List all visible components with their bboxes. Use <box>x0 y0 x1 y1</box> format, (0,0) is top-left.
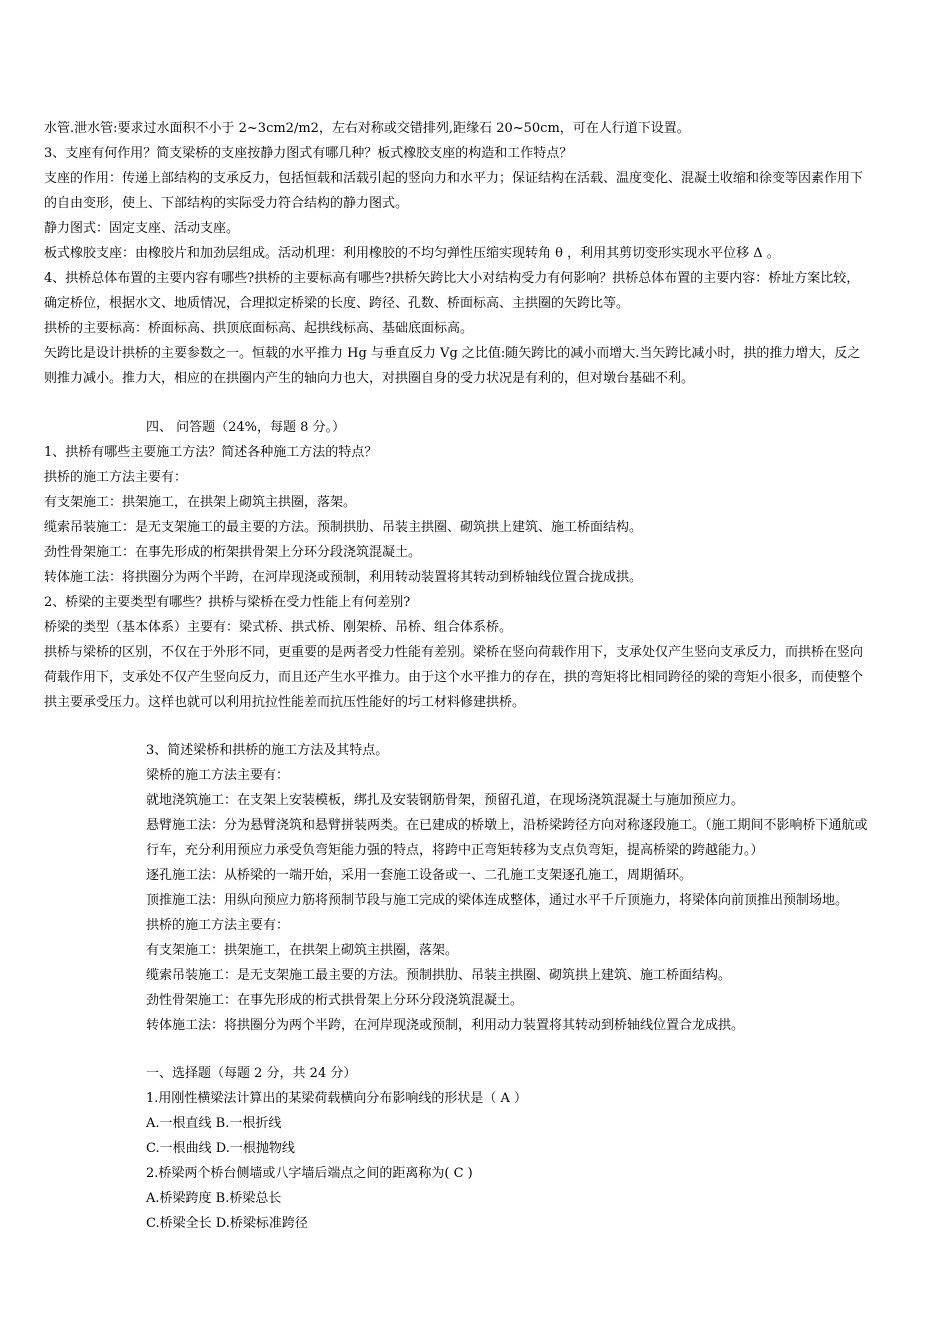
text-line: 拱桥的施工方法主要有： <box>44 470 188 485</box>
text-line: 行车，充分利用预应力承受负弯矩能力强的特点，将跨中正弯矩转移为支点负弯矩，提高桥梁的跨越能力。） <box>146 843 764 858</box>
text-line: 转体施工法：将拱圈分为两个半跨，在河岸现浇或预制，利用动力装置将其转动到桥轴线位置合龙成拱。 <box>146 1018 745 1033</box>
question-line: 2、桥梁的主要类型有哪些？拱桥与梁桥在受力性能上有何差别? <box>44 595 411 610</box>
text-line: 劲性骨架施工：在事先形成的桁架拱骨架上分环分段浇筑混凝土。 <box>44 545 422 560</box>
text-line: 顶推施工法：用纵向预应力筋将预制节段与施工完成的梁体连成整体，通过水平千斤顶施力，将梁体向前顶推出预制场地。 <box>146 893 849 908</box>
text-line: 悬臂施工法：分为悬臂浇筑和悬臂拼装两类。在已建成的桥墩上，沿桥梁跨径方向对称逐段施工。（施工期间不影响桥下通航或 <box>146 818 868 833</box>
question-line: 2.桥梁两个桥台侧墙或八字墙后端点之间的距离称为( C ) <box>146 1166 473 1181</box>
text-line: 有支架施工：拱架施工，在拱架上砌筑主拱圈，落架。 <box>44 495 357 510</box>
text-line: 缆索吊装施工：是无支架施工最主要的方法。预制拱肋、吊装主拱圈、砌筑拱上建筑、施工桥面结构。 <box>146 968 732 983</box>
text-line: 支座的作用：传递上部结构的支承反力，包括恒载和活载引起的竖向力和水平力；保证结构在活载、温度变化、混凝土收缩和徐变等因素作用下 <box>44 171 864 186</box>
text-line: 拱主要承受压力。这样也就可以利用抗拉性能差而抗压性能好的圬工材料修建拱桥。 <box>44 695 526 710</box>
text-line: 转体施工法：将拱圈分为两个半跨，在河岸现浇或预制，利用转动装置将其转动到桥轴线位置合拢成拱。 <box>44 570 643 585</box>
section-heading: 一、选择题（每题 2 分，共 24 分） <box>146 1066 357 1081</box>
text-line: 静力图式：固定支座、活动支座。 <box>44 221 240 236</box>
option-line: C.一根曲线 D.一根抛物线 <box>146 1141 295 1156</box>
question-line: 1.用刚性横梁法计算出的某梁荷载横向分布影响线的形状是（ A ） <box>146 1091 528 1106</box>
text-line: 缆索吊装施工：是无支架施工的最主要的方法。预制拱肋、吊装主拱圈、砌筑拱上建筑、施工桥面结构。 <box>44 520 643 535</box>
option-line: A.一根直线 B.一根折线 <box>146 1116 282 1131</box>
text-line: 则推力减小。推力大，相应的在拱圈内产生的轴向力也大，对拱圈自身的受力状况是有利的，但对墩台基础不利。 <box>44 371 695 386</box>
text-line: 荷载作用下，支承处不仅产生竖向反力，而且还产生水平推力。由于这个水平推力的存在，拱的弯矩将比相同跨径的梁的弯矩小很多，而使整个 <box>44 670 864 685</box>
text-line: 水管.泄水管:要求过水面积不小于 2~3cm2/m2，左右对称或交错排列,距缘石 20~50cm，可在人行道下设置。 <box>44 121 690 136</box>
question-line: 3、简述梁桥和拱桥的施工方法及其特点。 <box>146 743 389 758</box>
text-line: 劲性骨架施工：在事先形成的桁式拱骨架上分环分段浇筑混凝土。 <box>146 993 524 1008</box>
text-line: 的自由变形，使上、下部结构的实际受力符合结构的静力图式。 <box>44 196 409 211</box>
question-line: 4、拱桥总体布置的主要内容有哪些?拱桥的主要标高有哪些?拱桥矢跨比大小对结构受力有何影响？拱桥总体布置的主要内容：桥址方案比较， <box>44 271 860 286</box>
text-line: 桥梁的类型（基本体系）主要有：梁式桥、拱式桥、刚架桥、吊桥、组合体系桥。 <box>44 620 513 635</box>
text-line: 就地浇筑施工：在支架上安装模板，绑扎及安装钢筋骨架，预留孔道，在现场浇筑混凝土与施加预应力。 <box>146 793 745 808</box>
text-line: 有支架施工：拱架施工，在拱架上砌筑主拱圈，落架。 <box>146 943 459 958</box>
option-line: C.桥梁全长 D.桥梁标准跨径 <box>146 1216 308 1231</box>
text-line: 确定桥位，根据水文、地质情况，合理拟定桥梁的长度、跨径、孔数、桥面标高、主拱圈的矢跨比等。 <box>44 296 630 311</box>
text-line: 逐孔施工法：从桥梁的一端开始，采用一套施工设备或一、二孔施工支架逐孔施工，周期循环。 <box>146 868 693 883</box>
text-line: 矢跨比是设计拱桥的主要参数之一。恒载的水平推力 Hg 与垂直反力 Vg 之比值:随矢跨比的减小而增大.当矢跨比减小时，拱的推力增大，反之 <box>44 346 861 361</box>
question-line: 3、支座有何作用？简支梁桥的支座按静力图式有哪几种？板式橡胶支座的构造和工作特点？ <box>44 146 573 161</box>
section-heading: 四、 问答题（24%，每题 8 分。） <box>146 420 346 435</box>
text-line: 拱桥与梁桥的区别，不仅在于外形不同，更重要的是两者受力性能有差别。梁桥在竖向荷载作用下，支承处仅产生竖向支承反力，而拱桥在竖向 <box>44 645 864 660</box>
question-line: 1、拱桥有哪些主要施工方法？简述各种施工方法的特点？ <box>44 445 378 460</box>
text-line: 拱桥的主要标高：桥面标高、拱顶底面标高、起拱线标高、基础底面标高。 <box>44 321 474 336</box>
text-line: 拱桥的施工方法主要有： <box>146 918 290 933</box>
text-line: 梁桥的施工方法主要有： <box>146 768 290 783</box>
text-line: 板式橡胶支座：由橡胶片和加劲层组成。活动机理：利用橡胶的不均匀弹性压缩实现转角 θ ，利用其剪切变形实现水平位移 Δ 。 <box>44 246 780 261</box>
option-line: A.桥梁跨度 B.桥梁总长 <box>146 1191 282 1206</box>
